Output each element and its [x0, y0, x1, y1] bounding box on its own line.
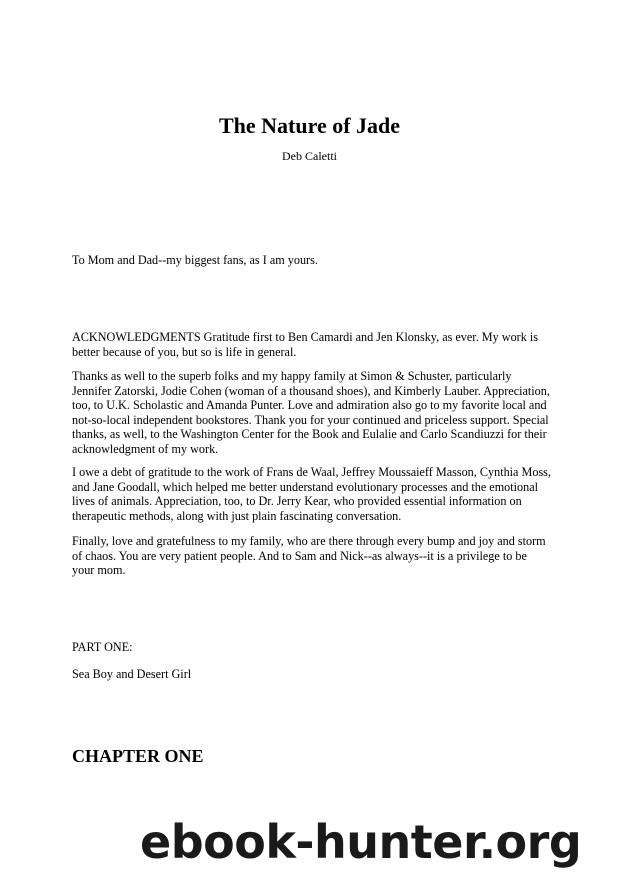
chapter-heading: CHAPTER ONE — [72, 746, 204, 766]
acknowledgments-paragraph-3: I owe a debt of gratitude to the work of Frans de Waal, Jeffrey Moussaieff Masson, Cynthia Moss, and Jane Goodall, which helped me better understand evolutionary processes and the emotional lives of animals. Appreciation, too, to Dr. Jerry Kear, who provided essential information on therapeutic methods, along with just plain fascinating conversation. — [72, 465, 551, 523]
watermark: ebook-hunter.org — [140, 815, 582, 869]
acknowledgments-paragraph-4: Finally, love and gratefulness to my family, who are there through every bump and joy and storm of chaos. You are very patient people. And to Sam and Nick--as always--it is a privilege to be your mom. — [72, 534, 546, 578]
dedication: To Mom and Dad--my biggest fans, as I am yours. — [72, 253, 318, 267]
part-title: Sea Boy and Desert Girl — [72, 667, 192, 681]
acknowledgments-paragraph-1: ACKNOWLEDGMENTS Gratitude first to Ben Camardi and Jen Klonsky, as ever. My work is better because of you, but so is life in general. — [72, 330, 538, 359]
book-title: The Nature of Jade — [218, 113, 401, 138]
book-author: Deb Caletti — [282, 149, 337, 163]
part-label: PART ONE: — [72, 640, 133, 654]
acknowledgments-paragraph-2: Thanks as well to the superb folks and my happy family at Simon & Schuster, particularly Jennifer Zatorski, Jodie Cohen (woman of a thousand shoes), and Kimberly Lauber. Appreciation, too, to U.K. Scholastic and Amanda Punter. Love and admiration also go to my favorite local and not-so-local independent bookstores. Thank you for your continued and priceless support. Special thanks, as well, to the Washington Center for the Book and Eulalie and Carlo Scandiuzzi for their acknowledgment of my work. — [72, 369, 550, 456]
